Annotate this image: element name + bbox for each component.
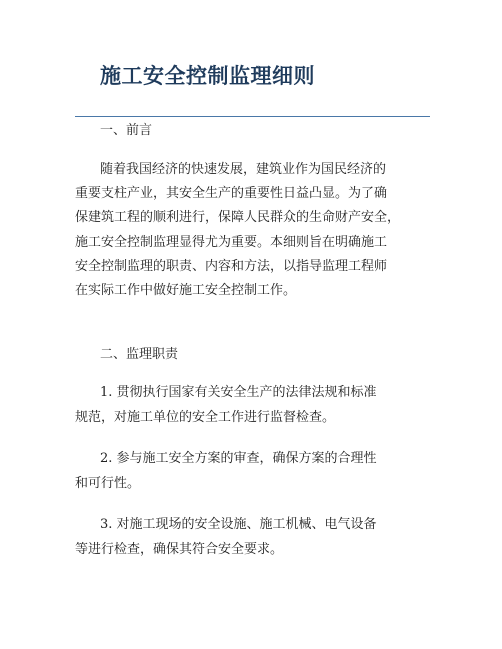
section-heading-duties: 二、监理职责 <box>100 347 179 362</box>
duty-item-line: 3. 对施工现场的安全设施、施工机械、电气设备 <box>100 517 377 532</box>
intro-paragraph-line: 安全控制监理的职责、内容和方法，以指导监理工程师 <box>75 259 388 274</box>
duty-item-line: 规范，对施工单位的安全工作进行监督检查。 <box>75 410 336 425</box>
section-heading-intro: 一、前言 <box>100 123 153 138</box>
intro-paragraph-line: 在实际工作中做好施工安全控制工作。 <box>75 283 297 298</box>
intro-paragraph-line: 随着我国经济的快速发展，建筑业作为国民经济的 <box>100 162 387 177</box>
duty-item-line: 1. 贯彻执行国家有关安全生产的法律法规和标准 <box>100 385 377 400</box>
duty-item-line: 和可行性。 <box>75 476 141 491</box>
intro-paragraph-line: 重要支柱产业，其安全生产的重要性日益凸显。为了确 <box>75 186 388 201</box>
intro-paragraph-line: 保建筑工程的顺利进行，保障人民群众的生命财产安全， <box>75 210 401 225</box>
duty-item-line: 2. 参与施工安全方案的审查，确保方案的合理性 <box>100 451 377 466</box>
duty-item-line: 等进行检查，确保其符合安全要求。 <box>75 542 284 557</box>
intro-paragraph-line: 施工安全控制监理显得尤为重要。本细则旨在明确施工 <box>75 235 388 250</box>
document-title: 施工安全控制监理细则 <box>100 64 315 88</box>
title-divider <box>75 116 430 117</box>
